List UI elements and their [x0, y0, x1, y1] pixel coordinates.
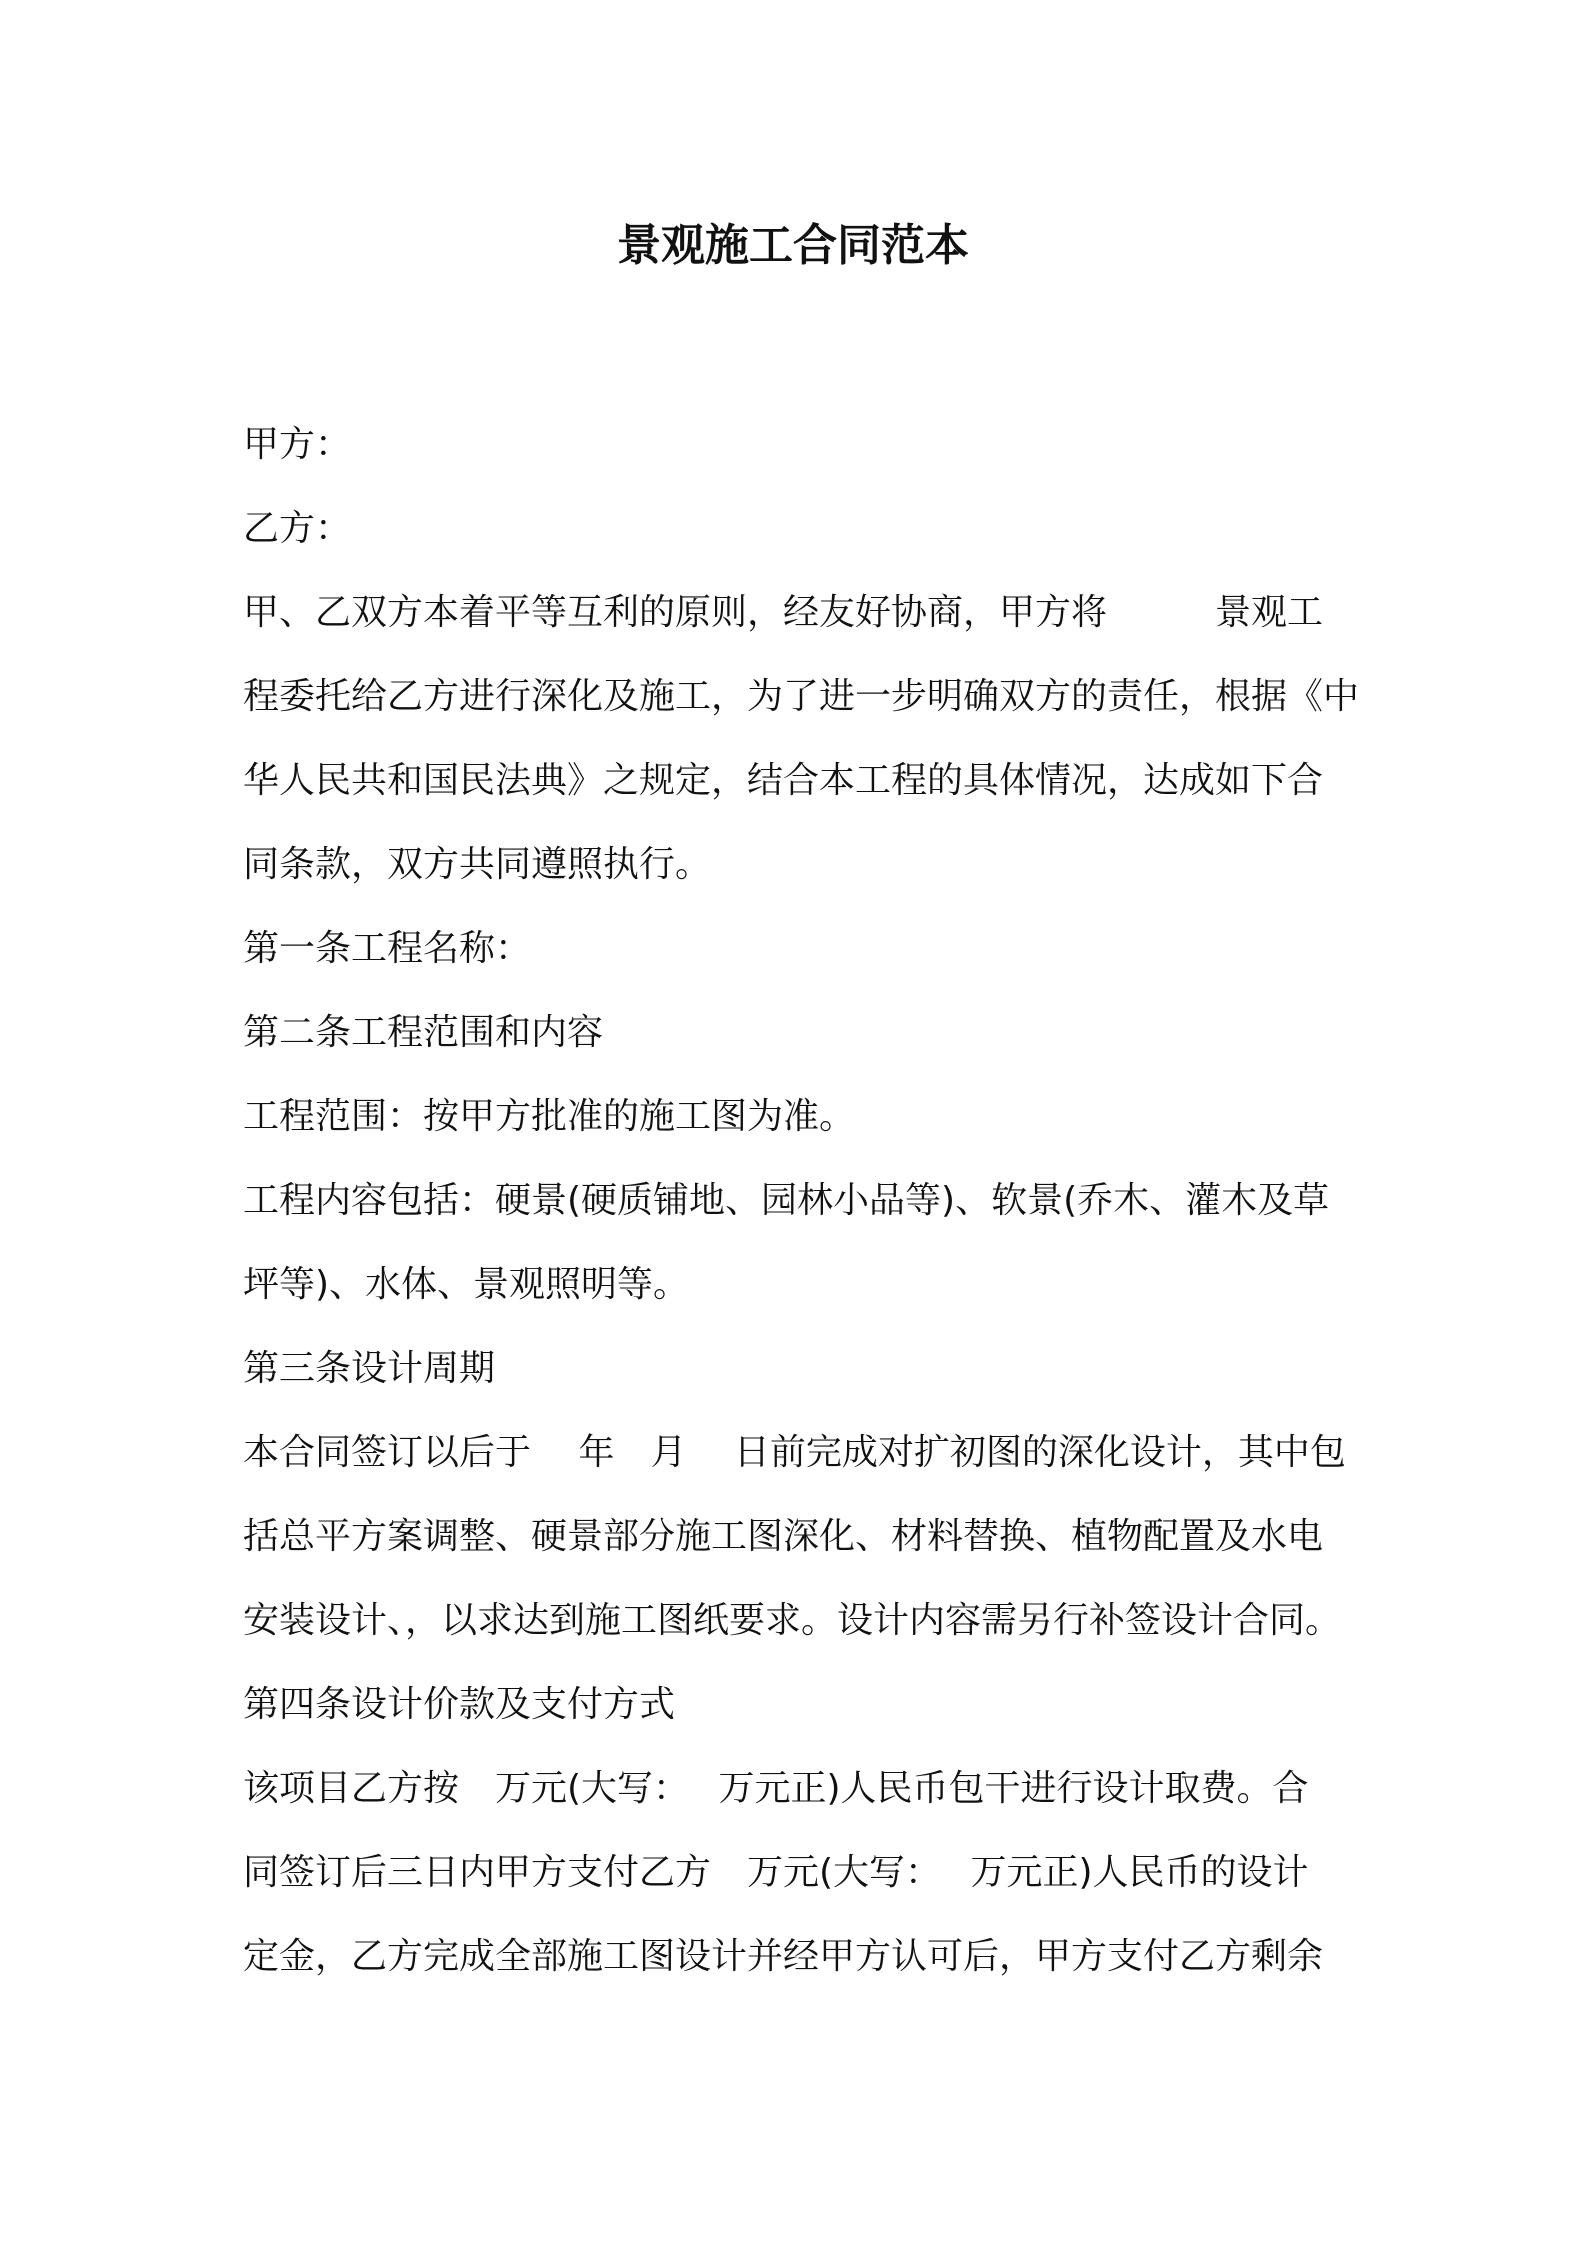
preamble-line: 甲、乙双方本着平等互利的原则，经友好协商，甲方将 景观工: [243, 592, 1324, 633]
document-title: 景观施工合同范本: [617, 220, 969, 271]
paragraph-line: 括总平方案调整、硬景部分施工图深化、材料替换、植物配置及水电: [243, 1516, 1324, 1557]
paragraph-line: 工程内容包括：硬景(硬质铺地、园林小品等)、软景(乔木、灌木及草: [243, 1180, 1330, 1221]
article-heading: 第二条工程范围和内容: [243, 1012, 604, 1053]
party-b-line: 乙方：: [243, 508, 352, 549]
party-a-line: 甲方：: [243, 424, 352, 465]
preamble-line: 程委托给乙方进行深化及施工，为了进一步明确双方的责任，根据《中: [243, 676, 1360, 717]
paragraph-line: 坪等)、水体、景观照明等。: [243, 1264, 690, 1305]
paragraph-line: 该项目乙方按 万元(大写： 万元正)人民币包干进行设计取费。合: [243, 1768, 1309, 1809]
paragraph-line: 安装设计、，以求达到施工图纸要求。设计内容需另行补签设计合同。: [243, 1600, 1342, 1641]
paragraph-line: 同签订后三日内甲方支付乙方 万元(大写： 万元正)人民币的设计: [243, 1852, 1309, 1893]
preamble-line: 华人民共和国民法典》之规定，结合本工程的具体情况，达成如下合: [243, 760, 1324, 801]
document-body: [243, 403, 1360, 1999]
article-heading: 第一条工程名称：: [243, 928, 532, 969]
paragraph-line: 工程范围：按甲方批准的施工图为准。: [243, 1096, 856, 1137]
article-heading: 第三条设计周期: [243, 1348, 496, 1389]
preamble-line: 同条款，双方共同遵照执行。: [243, 844, 712, 885]
paragraph-line: 本合同签订以后于 年 月 日前完成对扩初图的深化设计，其中包: [243, 1432, 1346, 1473]
paragraph-line: 定金，乙方完成全部施工图设计并经甲方认可后，甲方支付乙方剩余: [243, 1936, 1324, 1977]
article-heading: 第四条设计价款及支付方式: [243, 1684, 676, 1725]
